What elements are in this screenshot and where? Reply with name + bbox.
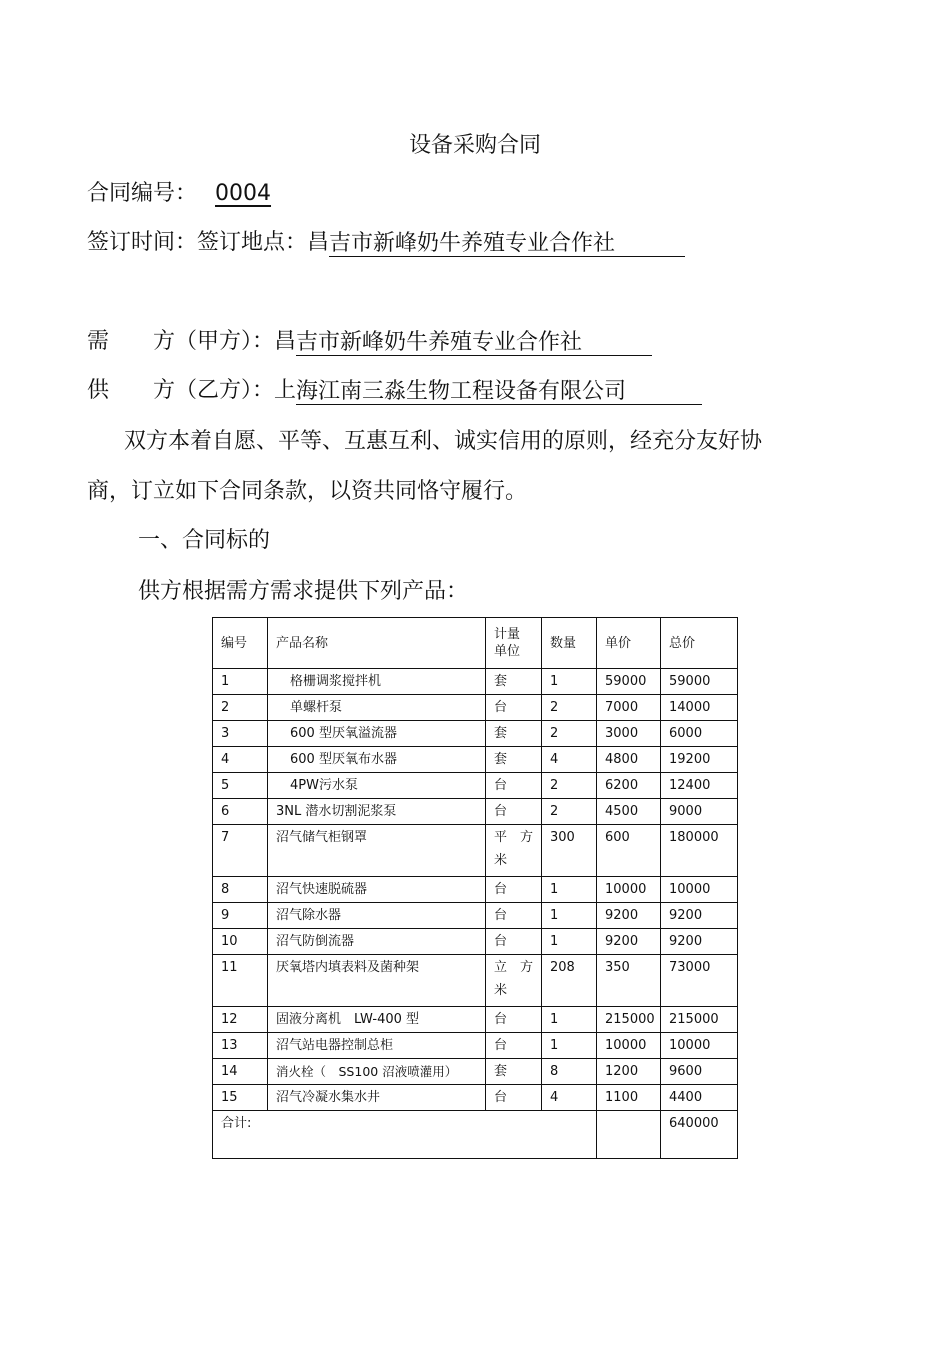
cell-unit: 台 xyxy=(486,1033,542,1059)
cell-name: 沼气冷凝水集水井 xyxy=(268,1085,486,1111)
cell-no: 5 xyxy=(213,773,268,799)
table-row xyxy=(213,773,738,799)
seller-name: 海江南三淼生物工程设备有限公司 xyxy=(296,379,627,404)
cell-unit xyxy=(486,825,542,877)
cell-price: 4500 xyxy=(597,799,661,825)
buyer-field xyxy=(296,329,652,356)
cell-unit: 套 xyxy=(486,1059,542,1085)
cell-qty: 1 xyxy=(542,903,597,929)
contract-number-label: 合同编号： xyxy=(87,181,198,206)
table-total-row xyxy=(213,1111,738,1159)
cell-unit: 台 xyxy=(486,799,542,825)
cell-name: 格栅调浆搅拌机 xyxy=(268,669,486,695)
cell-unit: 套 xyxy=(486,721,542,747)
cell-no: 7 xyxy=(213,825,268,877)
cell-price: 10000 xyxy=(597,1033,661,1059)
total-label: 合计: xyxy=(213,1111,597,1159)
cell-total: 215000 xyxy=(661,1007,738,1033)
header-unit-line1: 计量 xyxy=(494,627,521,642)
seller-line xyxy=(87,377,702,405)
cell-name: 3NL 潜水切割泥浆泵 xyxy=(268,799,486,825)
total-blank-qty xyxy=(597,1111,661,1159)
section-1-heading: 一、合同标的 xyxy=(138,528,271,553)
table-header-row xyxy=(213,618,738,669)
intro-line-2: 商，订立如下合同条款，以资共同恪守履行。 xyxy=(87,479,528,504)
cell-name: 600 型厌氧布水器 xyxy=(268,747,486,773)
cell-price: 3000 xyxy=(597,721,661,747)
cell-name: 固液分离机 LW-400 型 xyxy=(268,1007,486,1033)
cell-unit: 台 xyxy=(486,695,542,721)
cell-total: 9600 xyxy=(661,1059,738,1085)
cell-price: 6200 xyxy=(597,773,661,799)
cell-total: 19200 xyxy=(661,747,738,773)
cell-unit: 台 xyxy=(486,929,542,955)
cell-price: 4800 xyxy=(597,747,661,773)
cell-name: 沼气防倒流器 xyxy=(268,929,486,955)
header-name: 产品名称 xyxy=(268,618,486,669)
cell-no: 1 xyxy=(213,669,268,695)
cell-unit: 台 xyxy=(486,903,542,929)
cell-qty: 1 xyxy=(542,929,597,955)
total-value: 640000 xyxy=(661,1111,738,1159)
seller-field xyxy=(296,378,702,405)
cell-unit: 台 xyxy=(486,877,542,903)
cell-no: 3 xyxy=(213,721,268,747)
cell-total: 180000 xyxy=(661,825,738,877)
cell-no: 12 xyxy=(213,1007,268,1033)
buyer-label: 需 方（甲方）： xyxy=(87,329,275,354)
table-row xyxy=(213,825,738,877)
cell-qty: 2 xyxy=(542,773,597,799)
header-unit-line2: 单位 xyxy=(494,644,521,659)
table-row xyxy=(213,955,738,1007)
buyer-line xyxy=(87,328,652,356)
cell-name: 沼气储气柜钢罩 xyxy=(268,825,486,877)
cell-name: 单螺杆泵 xyxy=(268,695,486,721)
contract-number-line xyxy=(87,180,271,208)
cell-total: 9200 xyxy=(661,929,738,955)
cell-qty: 4 xyxy=(542,1085,597,1111)
cell-unit: 套 xyxy=(486,747,542,773)
cell-price: 600 xyxy=(597,825,661,877)
cell-price: 350 xyxy=(597,955,661,1007)
cell-price: 1200 xyxy=(597,1059,661,1085)
cell-unit xyxy=(486,955,542,1007)
buyer-prefix: 昌 xyxy=(274,329,297,354)
contract-number: 0004 xyxy=(215,181,272,206)
cell-total: 6000 xyxy=(661,721,738,747)
cell-qty: 2 xyxy=(542,721,597,747)
cell-no: 10 xyxy=(213,929,268,955)
table-row xyxy=(213,695,738,721)
cell-qty: 8 xyxy=(542,1059,597,1085)
table-row xyxy=(213,721,738,747)
cell-qty: 1 xyxy=(542,669,597,695)
header-unit xyxy=(486,618,542,669)
table-row xyxy=(213,669,738,695)
header-qty: 数量 xyxy=(542,618,597,669)
table-row xyxy=(213,747,738,773)
table-row xyxy=(213,799,738,825)
cell-qty: 1 xyxy=(542,1007,597,1033)
cell-total: 12400 xyxy=(661,773,738,799)
cell-total: 59000 xyxy=(661,669,738,695)
cell-price: 9200 xyxy=(597,903,661,929)
header-price: 单价 xyxy=(597,618,661,669)
cell-price: 215000 xyxy=(597,1007,661,1033)
cell-qty: 208 xyxy=(542,955,597,1007)
sign-line xyxy=(87,229,685,257)
header-total: 总价 xyxy=(661,618,738,669)
document-title: 设备采购合同 xyxy=(408,133,541,158)
cell-price: 10000 xyxy=(597,877,661,903)
cell-unit: 台 xyxy=(486,1007,542,1033)
cell-unit-line1: 平 方 xyxy=(494,830,534,845)
cell-unit-line1: 立 方 xyxy=(494,960,534,975)
seller-label: 供 方（乙方）： xyxy=(87,378,275,403)
table-row xyxy=(213,877,738,903)
sign-line-label: 签订时间：签订地点： xyxy=(87,230,308,255)
cell-total: 14000 xyxy=(661,695,738,721)
cell-total: 9200 xyxy=(661,903,738,929)
table-row xyxy=(213,1007,738,1033)
cell-unit: 台 xyxy=(486,1085,542,1111)
cell-qty: 300 xyxy=(542,825,597,877)
cell-no: 9 xyxy=(213,903,268,929)
cell-name: 4PW污水泵 xyxy=(268,773,486,799)
sign-place: 吉市新峰奶牛养殖专业合作社 xyxy=(329,231,616,256)
cell-total: 10000 xyxy=(661,877,738,903)
cell-no: 8 xyxy=(213,877,268,903)
cell-price: 59000 xyxy=(597,669,661,695)
cell-no: 14 xyxy=(213,1059,268,1085)
table-row xyxy=(213,1033,738,1059)
cell-qty: 2 xyxy=(542,695,597,721)
cell-no: 2 xyxy=(213,695,268,721)
cell-price: 7000 xyxy=(597,695,661,721)
cell-total: 73000 xyxy=(661,955,738,1007)
cell-no: 11 xyxy=(213,955,268,1007)
cell-qty: 1 xyxy=(542,877,597,903)
cell-name: 沼气站电器控制总柜 xyxy=(268,1033,486,1059)
cell-price: 1100 xyxy=(597,1085,661,1111)
cell-price: 9200 xyxy=(597,929,661,955)
cell-unit-line2: 米 xyxy=(494,853,508,868)
table-row xyxy=(213,929,738,955)
cell-no: 15 xyxy=(213,1085,268,1111)
cell-no: 13 xyxy=(213,1033,268,1059)
cell-unit: 台 xyxy=(486,773,542,799)
cell-name: 600 型厌氧溢流器 xyxy=(268,721,486,747)
table-row xyxy=(213,903,738,929)
section-1-description: 供方根据需方需求提供下列产品： xyxy=(138,579,469,604)
cell-total: 4400 xyxy=(661,1085,738,1111)
sign-place-prefix: 昌 xyxy=(307,230,330,255)
intro-line-1: 双方本着自愿、平等、互惠互利、诚实信用的原则，经充分友好协 xyxy=(124,429,763,454)
cell-unit: 套 xyxy=(486,669,542,695)
cell-name: 厌氧塔内填表料及菌种架 xyxy=(268,955,486,1007)
cell-no: 6 xyxy=(213,799,268,825)
cell-no: 4 xyxy=(213,747,268,773)
cell-name: 消火栓（ SS100 沼液喷灌用） xyxy=(268,1059,486,1085)
buyer-name: 吉市新峰奶牛养殖专业合作社 xyxy=(296,330,583,355)
table-row xyxy=(213,1085,738,1111)
cell-name: 沼气快速脱硫器 xyxy=(268,877,486,903)
cell-total: 10000 xyxy=(661,1033,738,1059)
seller-prefix: 上 xyxy=(274,378,297,403)
cell-unit-line2: 米 xyxy=(494,983,508,998)
cell-total: 9000 xyxy=(661,799,738,825)
cell-name: 沼气除水器 xyxy=(268,903,486,929)
sign-place-field xyxy=(329,230,685,257)
product-table xyxy=(212,617,738,1159)
header-no: 编号 xyxy=(213,618,268,669)
table-row xyxy=(213,1059,738,1085)
cell-qty: 2 xyxy=(542,799,597,825)
cell-qty: 4 xyxy=(542,747,597,773)
cell-qty: 1 xyxy=(542,1033,597,1059)
